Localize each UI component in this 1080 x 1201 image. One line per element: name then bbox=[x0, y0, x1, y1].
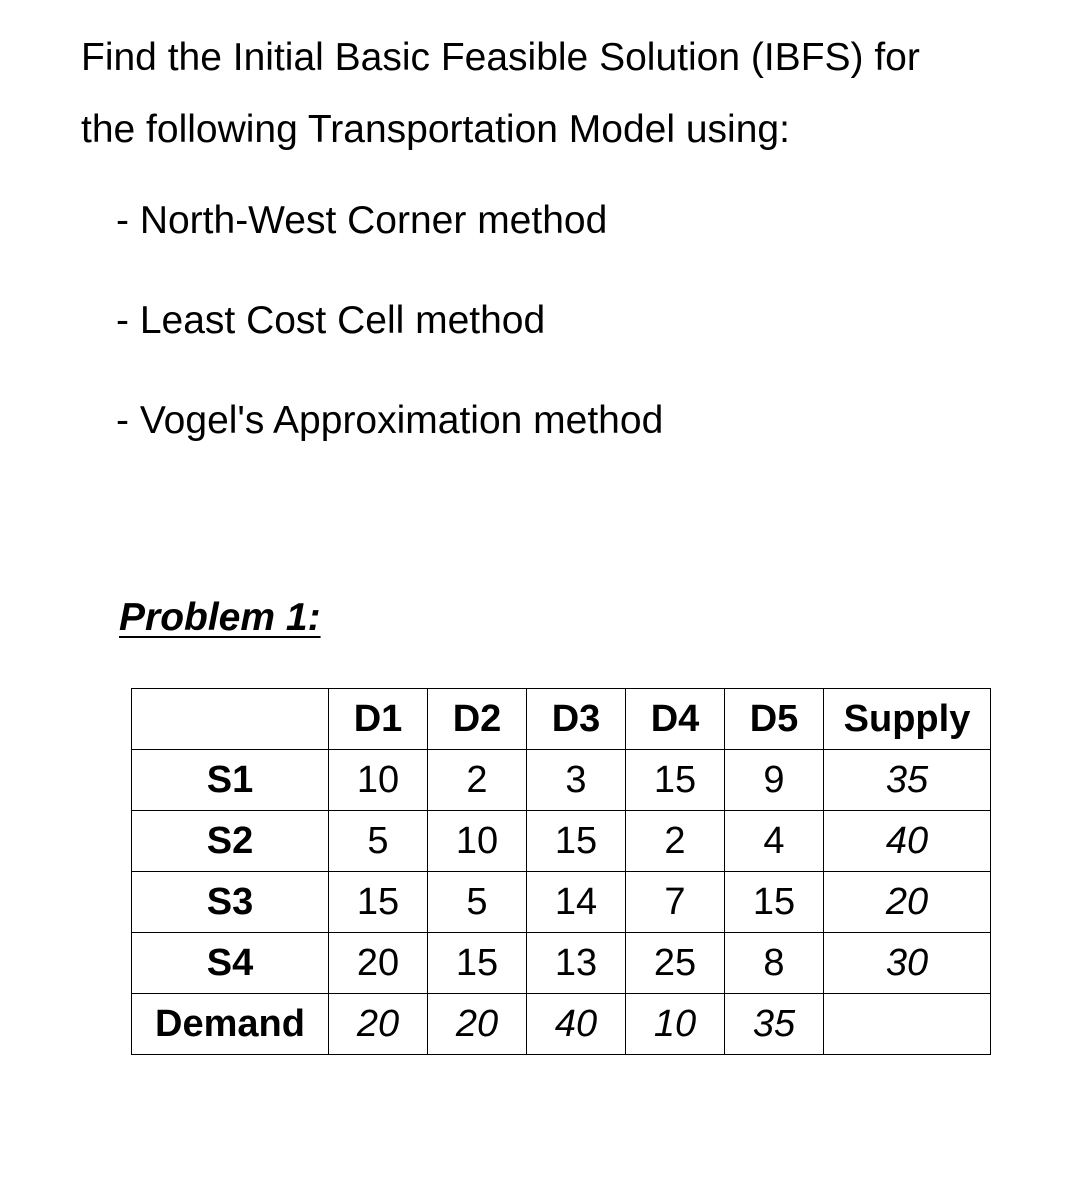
cost-cell: 10 bbox=[428, 811, 527, 872]
supply-cell: 40 bbox=[824, 811, 991, 872]
cost-cell: 15 bbox=[626, 750, 725, 811]
table-row bbox=[132, 750, 991, 811]
cost-cell: 2 bbox=[428, 750, 527, 811]
cost-cell: 10 bbox=[329, 750, 428, 811]
intro-line-1: Find the Initial Basic Feasible Solution (IBFS) for bbox=[81, 36, 920, 79]
empty-cell bbox=[824, 994, 991, 1055]
header-row bbox=[132, 689, 991, 750]
cost-cell: 13 bbox=[527, 933, 626, 994]
row-label-s2: S2 bbox=[132, 811, 329, 872]
cost-cell: 15 bbox=[527, 811, 626, 872]
supply-cell: 30 bbox=[824, 933, 991, 994]
table-row bbox=[132, 933, 991, 994]
intro-line-2: the following Transportation Model using: bbox=[81, 108, 790, 151]
problem-title: Problem 1: bbox=[119, 596, 321, 639]
supply-cell: 35 bbox=[824, 750, 991, 811]
header-supply: Supply bbox=[824, 689, 991, 750]
cost-cell: 9 bbox=[725, 750, 824, 811]
row-label-s1: S1 bbox=[132, 750, 329, 811]
row-label-s4: S4 bbox=[132, 933, 329, 994]
transportation-table bbox=[131, 688, 991, 1055]
corner-cell bbox=[132, 689, 329, 750]
method-list bbox=[116, 190, 663, 490]
cost-cell: 15 bbox=[428, 933, 527, 994]
cost-cell: 3 bbox=[527, 750, 626, 811]
cost-cell: 5 bbox=[428, 872, 527, 933]
cost-cell: 8 bbox=[725, 933, 824, 994]
row-label-s3: S3 bbox=[132, 872, 329, 933]
cost-cell: 15 bbox=[329, 872, 428, 933]
demand-row bbox=[132, 994, 991, 1055]
table-row bbox=[132, 872, 991, 933]
demand-cell: 20 bbox=[329, 994, 428, 1055]
cost-cell: 20 bbox=[329, 933, 428, 994]
demand-cell: 10 bbox=[626, 994, 725, 1055]
cost-cell: 5 bbox=[329, 811, 428, 872]
supply-cell: 20 bbox=[824, 872, 991, 933]
cost-cell: 25 bbox=[626, 933, 725, 994]
cost-cell: 2 bbox=[626, 811, 725, 872]
header-d4: D4 bbox=[626, 689, 725, 750]
header-d2: D2 bbox=[428, 689, 527, 750]
method-item-least-cost: - Least Cost Cell method bbox=[116, 299, 546, 342]
cost-cell: 15 bbox=[725, 872, 824, 933]
demand-cell: 35 bbox=[725, 994, 824, 1055]
demand-cell: 20 bbox=[428, 994, 527, 1055]
intro-paragraph bbox=[81, 22, 1041, 166]
header-d5: D5 bbox=[725, 689, 824, 750]
method-item-vogel: - Vogel's Approximation method bbox=[116, 399, 664, 442]
row-label-demand: Demand bbox=[132, 994, 329, 1055]
header-d1: D1 bbox=[329, 689, 428, 750]
cost-cell: 14 bbox=[527, 872, 626, 933]
header-d3: D3 bbox=[527, 689, 626, 750]
demand-cell: 40 bbox=[527, 994, 626, 1055]
cost-cell: 4 bbox=[725, 811, 824, 872]
table-row bbox=[132, 811, 991, 872]
method-item-north-west: - North-West Corner method bbox=[116, 199, 608, 242]
cost-cell: 7 bbox=[626, 872, 725, 933]
